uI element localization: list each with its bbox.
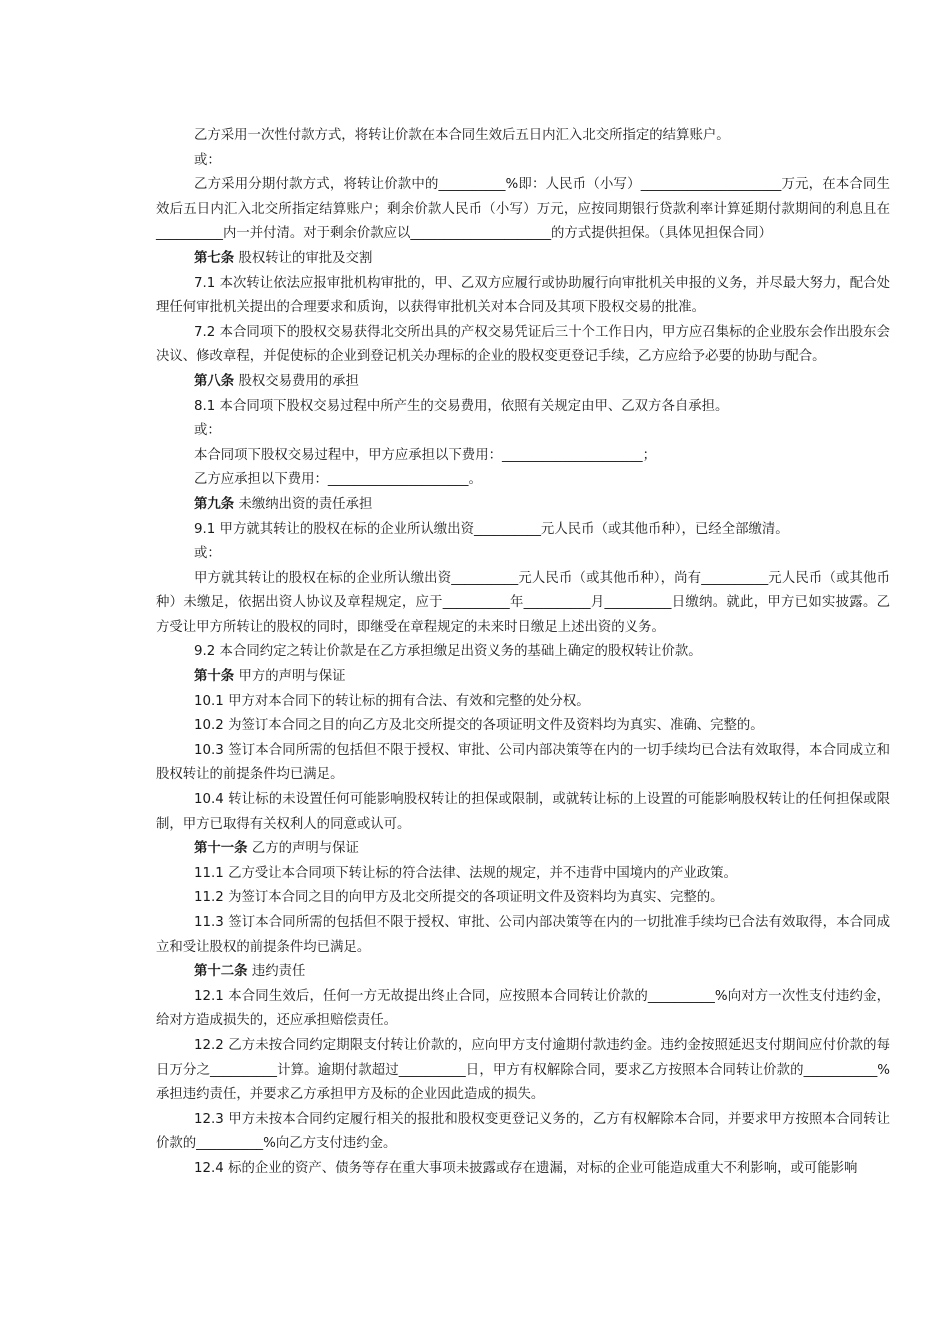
clause-paragraph: 乙方应承担以下费用：_____________________。 bbox=[194, 472, 482, 488]
article-number: 第七条 bbox=[194, 250, 235, 266]
article-heading bbox=[156, 370, 890, 395]
clause-paragraph: 10.2 为签订本合同之目的向乙方及北交所提交的各项证明文件及资料均为真实、准确、完整的。 bbox=[194, 718, 764, 734]
article-heading bbox=[156, 247, 890, 272]
article-number: 第九条 bbox=[194, 496, 235, 512]
contract-page bbox=[156, 124, 890, 1182]
clause-paragraph: 12.1 本合同生效后，任何一方无故提出终止合同，应按照本合同转让价款的__________%向对方一次性支付违约金，给对方造成损失的，还应承担赔偿责任。 bbox=[156, 988, 890, 1029]
clause-paragraph: 11.1 乙方受让本合同项下转让标的符合法律、法规的规定，并不违背中国境内的产业政策。 bbox=[194, 865, 737, 881]
article-title: 违约责任 bbox=[251, 964, 306, 980]
clause-paragraph: 12.3 甲方未按本合同约定履行相关的报批和股权变更登记义务的，乙方有权解除本合同，并要求甲方按照本合同转让价款的__________%向乙方支付违约金。 bbox=[156, 1111, 890, 1152]
clause-paragraph: 7.1 本次转让依法应报审批机构审批的，甲、乙双方应履行或协助履行向审批机关申报的义务，并尽最大努力，配合处理任何审批机关提出的合理要求和质询，以获得审批机关对本合同及其项下股权交易的批准。 bbox=[156, 275, 890, 316]
clause-paragraph: 8.1 本合同项下股权交易过程中所产生的交易费用，依照有关规定由甲、乙双方各自承担。 bbox=[194, 398, 729, 414]
article-heading bbox=[156, 837, 890, 862]
article-heading bbox=[156, 960, 890, 985]
clause-paragraph: 或： bbox=[194, 546, 221, 562]
article-number: 第十条 bbox=[194, 669, 235, 685]
clause-paragraph: 甲方就其转让的股权在标的企业所认缴出资__________元人民币（或其他币种），尚有__________元人民币（或其他币种）未缴足，依据出资人协议及章程规定，应于__________年__________月__________日缴纳。就此，甲方已如实披露。乙方受让甲方所转让的股权的同时，即继受在章程规定的未来时日缴足上述出资的义务。 bbox=[156, 570, 890, 635]
article-title: 股权交易费用的承担 bbox=[238, 373, 359, 389]
article-number: 第八条 bbox=[194, 373, 235, 389]
article-title: 甲方的声明与保证 bbox=[238, 669, 346, 685]
clause-paragraph: 10.1 甲方对本合同下的转让标的拥有合法、有效和完整的处分权。 bbox=[194, 693, 590, 709]
clause-paragraph: 7.2 本合同项下的股权交易获得北交所出具的产权交易凭证后三十个工作日内，甲方应召集标的企业股东会作出股东会决议、修改章程，并促使标的企业到登记机关办理标的企业的股权变更登记手续，乙方应给予必要的协助与配合。 bbox=[156, 324, 890, 365]
clause-paragraph: 12.4 标的企业的资产、债务等存在重大事项未披露或存在遗漏，对标的企业可能造成重大不利影响，或可能影响 bbox=[194, 1160, 858, 1176]
clause-paragraph: 或： bbox=[194, 423, 221, 439]
clause-paragraph: 乙方采用分期付款方式，将转让价款中的__________%即：人民币（小写）_____________________万元，在本合同生效后五日内汇入北交所指定结算账户；剩余价款人民币（小写）万元，应按同期银行贷款利率计算延期付款期间的利息且在__________内一并付清。对于剩余价款应以_____________________的方式提供担保。（具体见担保合同） bbox=[156, 177, 890, 242]
article-title: 未缴纳出资的责任承担 bbox=[238, 496, 373, 512]
clause-paragraph: 10.3 签订本合同所需的包括但不限于授权、审批、公司内部决策等在内的一切手续均已合法有效取得，本合同成立和股权转让的前提条件均已满足。 bbox=[156, 742, 890, 783]
clause-paragraph: 9.2 本合同约定之转让价款是在乙方承担缴足出资义务的基础上确定的股权转让价款。 bbox=[194, 644, 702, 660]
article-heading bbox=[156, 665, 890, 690]
article-title: 乙方的声明与保证 bbox=[251, 841, 359, 857]
clause-paragraph: 乙方采用一次性付款方式，将转让价款在本合同生效后五日内汇入北交所指定的结算账户。 bbox=[194, 128, 730, 143]
article-heading bbox=[156, 493, 890, 518]
clause-paragraph: 10.4 转让标的未设置任何可能影响股权转让的担保或限制，或就转让标的上设置的可能影响股权转让的任何担保或限制，甲方已取得有关权利人的同意或认可。 bbox=[156, 792, 890, 832]
article-title: 股权转让的审批及交割 bbox=[238, 250, 373, 266]
clause-paragraph: 本合同项下股权交易过程中，甲方应承担以下费用：_____________________； bbox=[194, 447, 656, 463]
clause-paragraph: 9.1 甲方就其转让的股权在标的企业所认缴出资__________元人民币（或其他币种），已经全部缴清。 bbox=[194, 521, 789, 537]
article-number: 第十二条 bbox=[194, 964, 248, 980]
article-number: 第十一条 bbox=[194, 841, 248, 857]
clause-paragraph: 11.2 为签订本合同之目的向甲方及北交所提交的各项证明文件及资料均为真实、完整的。 bbox=[194, 890, 724, 906]
clause-paragraph: 或： bbox=[194, 152, 221, 168]
clause-paragraph: 12.2 乙方未按合同约定期限支付转让价款的，应向甲方支付逾期付款违约金。违约金按照延迟支付期间应付价款的每日万分之__________计算。逾期付款超过__________日，甲方有权解除合同，要求乙方按照本合同转让价款的___________%承担违约责任，并要求乙方承担甲方及标的企业因此造成的损失。 bbox=[156, 1037, 890, 1103]
clause-paragraph: 11.3 签订本合同所需的包括但不限于授权、审批、公司内部决策等在内的一切批准手续均已合法有效取得，本合同成立和受让股权的前提条件均已满足。 bbox=[156, 915, 890, 955]
